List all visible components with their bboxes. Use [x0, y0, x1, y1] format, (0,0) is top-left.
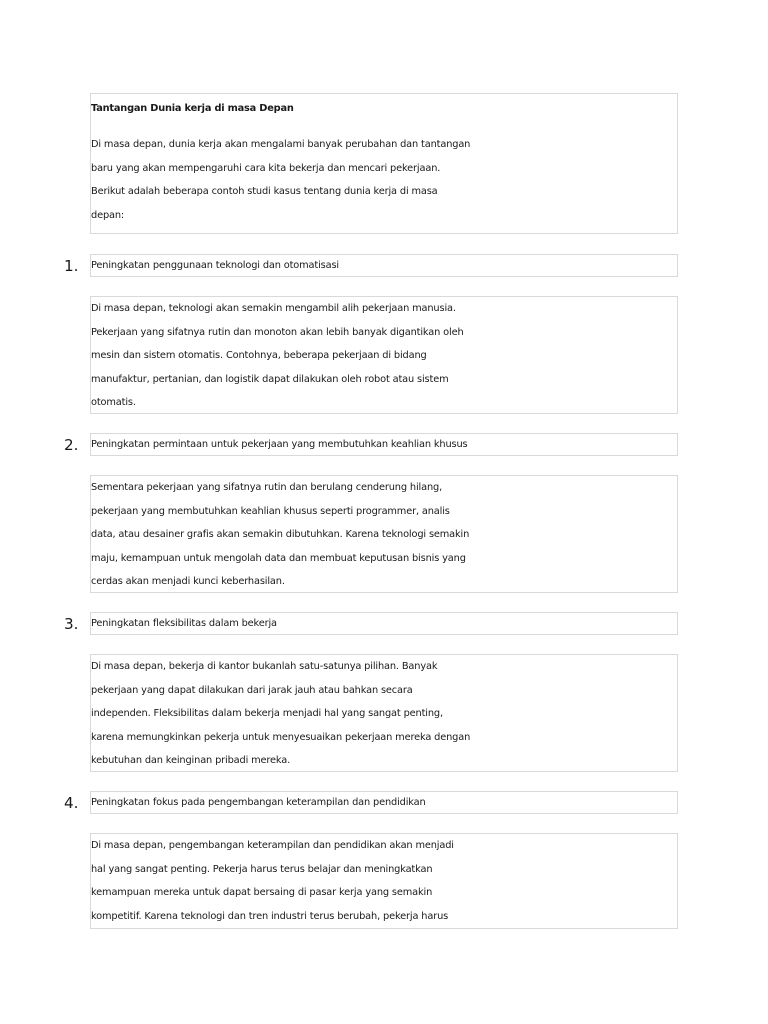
- list-number: 1.: [64, 257, 79, 275]
- body-line: pekerjaan yang membutuhkan keahlian khusus seperti programmer, analis: [91, 505, 450, 517]
- body-line: kompetitif. Karena teknologi dan tren industri terus berubah, pekerja harus: [91, 910, 449, 922]
- list-number: 2.: [64, 436, 79, 454]
- intro-line: baru yang akan mempengaruhi cara kita bekerja dan mencari pekerjaan.: [91, 162, 441, 174]
- body-line: maju, kemampuan untuk mengolah data dan membuat keputusan bisnis yang: [91, 552, 466, 564]
- section-heading-text: Peningkatan fleksibilitas dalam bekerja: [91, 618, 277, 629]
- body-line: otomatis.: [91, 397, 136, 408]
- section-heading: [90, 433, 678, 456]
- section-body: [90, 833, 678, 929]
- body-line: kemampuan mereka untuk dapat bersaing di pasar kerja yang semakin: [91, 887, 433, 898]
- section-body: [90, 475, 678, 593]
- intro-line: Berikut adalah beberapa contoh studi kasus tentang dunia kerja di masa: [91, 186, 438, 197]
- body-line: Sementara pekerjaan yang sifatnya rutin dan berulang cenderung hilang,: [91, 482, 443, 493]
- body-line: kebutuhan dan keinginan pribadi mereka.: [91, 755, 291, 766]
- body-line: Pekerjaan yang sifatnya rutin dan monoton akan lebih banyak digantikan oleh: [91, 326, 464, 338]
- body-line: Di masa depan, bekerja di kantor bukanlah satu-satunya pilihan. Banyak: [91, 661, 438, 672]
- section-heading: [90, 254, 678, 277]
- list-number: 4.: [64, 794, 79, 812]
- section-heading: [90, 791, 678, 814]
- document-title: Tantangan Dunia kerja di masa Depan: [91, 103, 294, 114]
- section-heading-text: Peningkatan penggunaan teknologi dan otomatisasi: [91, 260, 339, 271]
- section-heading: [90, 612, 678, 635]
- body-line: data, atau desainer grafis akan semakin dibutuhkan. Karena teknologi semakin: [91, 529, 470, 540]
- body-line: mesin dan sistem otomatis. Contohnya, beberapa pekerjaan di bidang: [91, 350, 427, 361]
- body-line: cerdas akan menjadi kunci keberhasilan.: [91, 576, 285, 587]
- section-body: [90, 296, 678, 414]
- body-line: independen. Fleksibilitas dalam bekerja menjadi hal yang sangat penting,: [91, 708, 443, 719]
- body-line: manufaktur, pertanian, dan logistik dapat dilakukan oleh robot atau sistem: [91, 373, 449, 385]
- section-heading-text: Peningkatan fokus pada pengembangan keterampilan dan pendidikan: [91, 797, 426, 808]
- intro-line: Di masa depan, dunia kerja akan mengalami banyak perubahan dan tantangan: [91, 139, 471, 150]
- intro-block: [90, 93, 678, 234]
- section-heading-text: Peningkatan permintaan untuk pekerjaan yang membutuhkan keahlian khusus: [91, 439, 468, 450]
- body-line: Di masa depan, teknologi akan semakin mengambil alih pekerjaan manusia.: [91, 303, 456, 314]
- intro-line: depan:: [91, 209, 125, 221]
- body-line: karena memungkinkan pekerja untuk menyesuaikan pekerjaan mereka dengan: [91, 731, 471, 743]
- section-body: [90, 654, 678, 772]
- body-line: Di masa depan, pengembangan keterampilan dan pendidikan akan menjadi: [91, 840, 454, 851]
- list-number: 3.: [64, 615, 79, 633]
- body-line: hal yang sangat penting. Pekerja harus terus belajar dan meningkatkan: [91, 863, 433, 875]
- body-line: pekerjaan yang dapat dilakukan dari jarak jauh atau bahkan secara: [91, 684, 413, 696]
